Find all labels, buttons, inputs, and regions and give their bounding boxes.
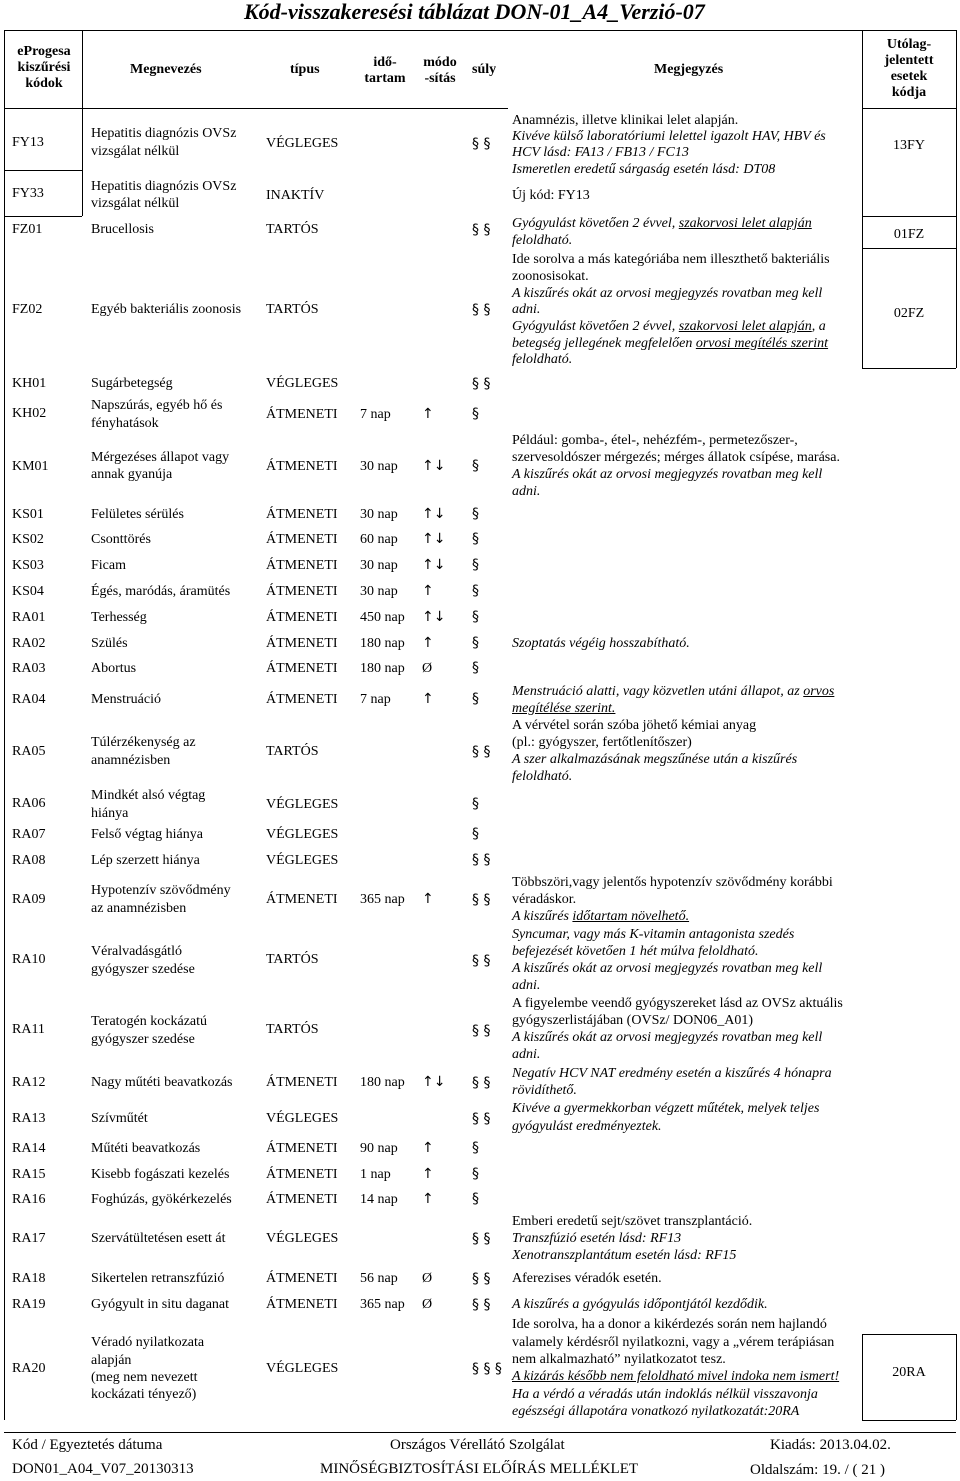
row-type: ÁTMENETI <box>266 1192 338 1207</box>
note-fz02: adni. <box>512 302 541 317</box>
footer-doc-type: MINŐSÉGBIZTOSÍTÁSI ELŐÍRÁS MELLÉKLET <box>320 1461 639 1477</box>
row-type: TARTÓS <box>266 952 319 967</box>
row-code: RA01 <box>12 610 46 625</box>
footer-organization: Országos Vérellátó Szolgálat <box>390 1437 565 1453</box>
row-duration: 30 nap <box>360 558 398 573</box>
row-name: Egyéb bakteriális zoonosis <box>91 302 242 317</box>
row-type: ÁTMENETI <box>266 407 338 422</box>
up-down-arrow-icon: ↑↓ <box>422 458 446 474</box>
weight-mark: § <box>472 609 479 625</box>
row-name: hiánya <box>91 806 129 821</box>
row-name: Sugárbetegség <box>91 376 173 391</box>
row-name: az anamnézisben <box>91 901 187 916</box>
weight-mark: § § <box>472 953 491 969</box>
note-fz02: feloldható. <box>512 352 573 367</box>
row-name: Hypotenzív szövődmény <box>91 883 231 898</box>
weight-mark: § § <box>472 744 491 760</box>
row-code: RA08 <box>12 853 46 868</box>
note-ra10: befejezését követően 1 hét múlva feloldható. <box>512 944 759 959</box>
row-name: Műtéti beavatkozás <box>91 1141 201 1156</box>
note-fy33: Új kód: FY13 <box>512 188 590 203</box>
row-name: Véralvadásgátló <box>91 944 182 959</box>
row-type: ÁTMENETI <box>266 507 338 522</box>
up-arrow-icon: ↑ <box>422 891 434 907</box>
footer-code-value: DON01_A04_V07_20130313 <box>12 1461 194 1477</box>
row-code: RA09 <box>12 892 46 907</box>
header-weight-col: súly <box>472 62 497 77</box>
row-code: KS01 <box>12 507 44 522</box>
row-type: ÁTMENETI <box>266 1297 338 1312</box>
note-fz01: Gyógyulást követően 2 évvel, szakorvosi lelet alapján <box>512 216 812 231</box>
row-name: Menstruáció <box>91 692 161 707</box>
row-code: RA14 <box>12 1141 46 1156</box>
weight-mark: § § <box>472 136 491 152</box>
row-name: Napszúrás, egyéb hő és <box>91 398 223 413</box>
row-name: Abortus <box>91 661 137 676</box>
row-code: RA15 <box>12 1167 46 1182</box>
row-type: VÉGLEGES <box>266 1361 339 1376</box>
note-fz01: feloldható. <box>512 233 573 248</box>
note-ra17: Xenotranszplantátum esetén lásd: RF15 <box>512 1248 737 1263</box>
weight-mark: § <box>472 583 479 599</box>
row-type: VÉGLEGES <box>266 376 339 391</box>
note-fy13: Anamnézis, illetve klinikai lelet alapján. <box>512 113 739 128</box>
row-duration: 30 nap <box>360 584 398 599</box>
row-type: ÁTMENETI <box>266 661 338 676</box>
row-duration: 30 nap <box>360 507 398 522</box>
no-mode-mark: Ø <box>422 661 433 676</box>
row-code: KS04 <box>12 584 44 599</box>
weight-mark: § § <box>472 852 491 868</box>
note-fy13: Kivéve külső laboratóriumi lelettel igazolt HAV, HBV és <box>512 129 826 144</box>
note-ra11: A figyelembe veendő gyógyszereket lásd az OVSz aktuális <box>512 996 843 1011</box>
row-duration: 1 nap <box>360 1167 391 1182</box>
note-ra09: A kiszűrés időtartam növelhető. <box>512 909 690 924</box>
weight-mark: § <box>472 691 479 707</box>
note-ra02: Szoptatás végéig hosszabítható. <box>512 636 690 651</box>
row-name: Ficam <box>91 558 126 573</box>
no-mode-mark: Ø <box>422 1271 433 1286</box>
up-arrow-icon: ↑ <box>422 583 434 599</box>
note-fz02: Ide sorolva a más kategóriába nem illeszthető bakteriális <box>512 252 830 267</box>
row-name: fényhatások <box>91 416 159 431</box>
note-ra20: nem alkalmazható” nyilatkozatot tesz. <box>512 1352 726 1367</box>
row-name: annak gyanúja <box>91 467 173 482</box>
row-name: alapján <box>91 1353 132 1368</box>
row-code: KM01 <box>12 459 49 474</box>
note-ra04: megítélése szerint. <box>512 701 616 716</box>
row-duration: 30 nap <box>360 459 398 474</box>
weight-mark: § <box>472 660 479 676</box>
row-name: Felületes sérülés <box>91 507 184 522</box>
header-mode-col: módo -sítás <box>423 55 457 86</box>
note-ra18: Aferezises véradók esetén. <box>512 1271 662 1286</box>
row-name: Szívműtét <box>91 1111 148 1126</box>
weight-mark: § § <box>472 1111 491 1127</box>
note-ra10: Syncumar, vagy más K-vitamin antagonista szedés <box>512 927 795 942</box>
weight-mark: § <box>472 458 479 474</box>
weight-mark: § <box>472 796 479 812</box>
weight-mark: § § <box>472 1271 491 1287</box>
row-type: ÁTMENETI <box>266 692 338 707</box>
row-code: RA11 <box>12 1022 45 1037</box>
weight-mark: § <box>472 1191 479 1207</box>
row-code: RA07 <box>12 827 46 842</box>
row-name: Brucellosis <box>91 222 154 237</box>
header-notes-col: Megjegyzés <box>654 62 724 77</box>
header-code-col: eProgesa kiszűrési kódok <box>17 44 71 91</box>
weight-mark: § § § <box>472 1361 502 1377</box>
note-km01: szervesoldószer mérgezés; mérges állatok csípése, marása. <box>512 450 840 465</box>
row-name: vizsgálat nélkül <box>91 196 180 211</box>
note-fz02: betegség jellegének megfelelően orvosi megítélés szerint <box>512 336 829 351</box>
row-name: Szervátültetésen esett át <box>91 1231 226 1246</box>
weight-mark: § § <box>472 222 491 238</box>
note-ra13: Kivéve a gyermekkorban végzett műtétek, melyek teljes <box>512 1101 820 1116</box>
note-ra05: A szer alkalmazásának megszűnése után a kiszűrés <box>512 752 798 767</box>
row-duration: 365 nap <box>360 1297 405 1312</box>
weight-mark: § <box>472 557 479 573</box>
row-name: Lép szerzett hiánya <box>91 853 200 868</box>
note-fy13: HCV lásd: FA13 / FB13 / FC13 <box>512 145 689 160</box>
row-duration: 7 nap <box>360 407 391 422</box>
row-code: RA12 <box>12 1075 46 1090</box>
weight-mark: § <box>472 1166 479 1182</box>
row-type: VÉGLEGES <box>266 853 339 868</box>
row-name: Felső végtag hiánya <box>91 827 203 842</box>
note-ra10: A kiszűrés okát az orvosi megjegyzés rovatban meg kell <box>512 961 823 976</box>
row-code: RA17 <box>12 1231 46 1246</box>
row-name: Terhesség <box>91 610 147 625</box>
row-type: ÁTMENETI <box>266 636 338 651</box>
note-fz02: A kiszűrés okát az orvosi megjegyzés rovatban meg kell <box>512 286 823 301</box>
up-arrow-icon: ↑ <box>422 1166 434 1182</box>
row-type: INAKTÍV <box>266 188 325 203</box>
row-type: VÉGLEGES <box>266 797 339 812</box>
header-bottom-rule <box>4 108 508 109</box>
up-arrow-icon: ↑ <box>422 1140 434 1156</box>
row-name: Túlérzékenység az <box>91 735 196 750</box>
weight-mark: § § <box>472 1231 491 1247</box>
row-name: Hepatitis diagnózis OVSz <box>91 126 237 141</box>
row-code: RA18 <box>12 1271 46 1286</box>
note-ra13: gyógyulást eredményeztek. <box>512 1119 662 1134</box>
row-duration: 180 nap <box>360 1075 405 1090</box>
note-ra10: adni. <box>512 978 541 993</box>
footer-code-label: Kód / Egyeztetés dátuma <box>12 1437 163 1453</box>
row-type: TARTÓS <box>266 302 319 317</box>
row-name: Mérgezéses állapot vagy <box>91 450 230 465</box>
row-name: Égés, maródás, áramütés <box>91 584 231 599</box>
row-name: kockázati tényező) <box>91 1387 197 1402</box>
footer-page-number: Oldalszám: 19. / ( 21 ) <box>750 1462 885 1478</box>
header-bottom-rule-right <box>862 108 956 109</box>
note-ra05: feloldható. <box>512 769 573 784</box>
row-code: KS02 <box>12 532 44 547</box>
row-type: ÁTMENETI <box>266 532 338 547</box>
row-duration: 7 nap <box>360 692 391 707</box>
row-type: TARTÓS <box>266 744 319 759</box>
note-fz02: Gyógyulást követően 2 évvel, szakorvosi lelet alapján, a <box>512 319 826 334</box>
note-ra11: adni. <box>512 1047 541 1062</box>
weight-mark: § <box>472 826 479 842</box>
row-duration: 60 nap <box>360 532 398 547</box>
weight-mark: § § <box>472 1297 491 1313</box>
row-type: ÁTMENETI <box>266 459 338 474</box>
row-type: VÉGLEGES <box>266 1231 339 1246</box>
no-mode-mark: Ø <box>422 1297 433 1312</box>
row-name: Szülés <box>91 636 128 651</box>
row-type: VÉGLEGES <box>266 827 339 842</box>
weight-mark: § § <box>472 302 491 318</box>
followup-code-fz01: 01FZ <box>893 227 925 242</box>
note-ra05: A vérvétel során szóba jöhető kémiai anyag <box>512 718 757 733</box>
note-ra20: Ide sorolva, ha a donor a kikérdezés során nem hajlandó <box>512 1317 827 1332</box>
note-ra20: A kizárás később nem feloldható mivel indoka nem ismert! <box>512 1369 840 1384</box>
weight-mark: § § <box>472 1023 491 1039</box>
row-duration: 180 nap <box>360 661 405 676</box>
row-code: KS03 <box>12 558 44 573</box>
row-name: Gyógyult in situ daganat <box>91 1297 230 1312</box>
up-down-arrow-icon: ↑↓ <box>422 531 446 547</box>
followup-code-ra20: 20RA <box>892 1365 926 1380</box>
header-type-col: típus <box>290 62 320 77</box>
note-ra11: gyógyszerlistájában (OVSz/ DON06_A01) <box>512 1013 754 1028</box>
row-code: FZ02 <box>12 302 43 317</box>
note-ra12: rövidíthető. <box>512 1083 577 1098</box>
row-type: TARTÓS <box>266 1022 319 1037</box>
row-code: RA16 <box>12 1192 46 1207</box>
row-duration: 90 nap <box>360 1141 398 1156</box>
row-duration: 450 nap <box>360 610 405 625</box>
note-ra04: Menstruáció alatti, vagy közvetlen utáni állapot, az orvos <box>512 684 835 699</box>
row-code: RA20 <box>12 1361 46 1376</box>
row-code: RA06 <box>12 796 46 811</box>
row-code: KH01 <box>12 376 47 391</box>
row-name: Teratogén kockázatú <box>91 1014 208 1029</box>
note-ra05: (pl.: gyógyszer, fertőtlenítőszer) <box>512 735 692 750</box>
note-ra09: véradáskor. <box>512 892 577 907</box>
row-type: ÁTMENETI <box>266 610 338 625</box>
note-ra20: egészségi állapotára vonatkozó nyilatkozatát:20RA <box>512 1404 800 1419</box>
note-km01: adni. <box>512 484 541 499</box>
row-type: ÁTMENETI <box>266 1167 338 1182</box>
followup-code-fz02: 02FZ <box>893 306 925 321</box>
row-name: anamnézisben <box>91 753 171 768</box>
row-code: FZ01 <box>12 222 43 237</box>
weight-mark: § <box>472 531 479 547</box>
row-duration: 180 nap <box>360 636 405 651</box>
header-duration-col: idő- tartam <box>364 55 406 86</box>
row-code: RA02 <box>12 636 46 651</box>
note-ra20: Ha a vérdó a véradás után indoklás nélkül visszavonja <box>512 1387 818 1402</box>
weight-mark: § § <box>472 892 491 908</box>
row-type: VÉGLEGES <box>266 136 339 151</box>
row-code: KH02 <box>12 406 47 421</box>
row-code: FY33 <box>12 186 44 201</box>
up-down-arrow-icon: ↑↓ <box>422 557 446 573</box>
row-code: RA03 <box>12 661 46 676</box>
row-name: Kisebb fogászati kezelés <box>91 1167 230 1182</box>
up-arrow-icon: ↑ <box>422 691 434 707</box>
note-km01: Például: gomba-, étel-, nehézfém-, permetezőszer-, <box>512 433 798 448</box>
up-down-arrow-icon: ↑↓ <box>422 609 446 625</box>
row-type: ÁTMENETI <box>266 584 338 599</box>
weight-mark: § <box>472 506 479 522</box>
footer-rule <box>4 1432 956 1433</box>
row-type: ÁTMENETI <box>266 1141 338 1156</box>
row-name: Csonttörés <box>91 532 151 547</box>
row-duration: 56 nap <box>360 1271 398 1286</box>
row-name: Nagy műtéti beavatkozás <box>91 1075 233 1090</box>
note-ra17: Emberi eredetű sejt/szövet transzplantáció. <box>512 1214 753 1229</box>
row-type: TARTÓS <box>266 222 319 237</box>
note-km01: A kiszűrés okát az orvosi megjegyzés rovatban meg kell <box>512 467 823 482</box>
row-type: ÁTMENETI <box>266 558 338 573</box>
row-code: RA05 <box>12 744 46 759</box>
weight-mark: § § <box>472 376 491 392</box>
row-duration: 365 nap <box>360 892 405 907</box>
row-type: ÁTMENETI <box>266 1271 338 1286</box>
row-code: RA04 <box>12 692 46 707</box>
header-followup-col: Utólag- jelentett esetek kódja <box>884 37 934 100</box>
row-name: vizsgálat nélkül <box>91 144 180 159</box>
row-code: FY13 <box>12 135 44 150</box>
document-title: Kód-visszakeresési táblázat DON-01_A4_Verzió-07 <box>244 0 705 24</box>
note-ra19: A kiszűrés a gyógyulás időpontjától kezdődik. <box>512 1297 768 1312</box>
row-name: Véradó nyilatkozata <box>91 1335 205 1350</box>
note-ra12: Negatív HCV NAT eredmény esetén a kiszűrés 4 hónapra <box>512 1066 832 1081</box>
note-fy13: Ismeretlen eredetű sárgaság esetén lásd: DT08 <box>512 162 776 177</box>
header-top-rule <box>4 30 956 31</box>
note-ra09: Többszöri,vagy jelentős hypotenzív szövődmény korábbi <box>512 875 833 890</box>
row-type: ÁTMENETI <box>266 892 338 907</box>
row-code: RA13 <box>12 1111 46 1126</box>
weight-mark: § <box>472 1140 479 1156</box>
note-fz02: zoonosisokat. <box>512 269 589 284</box>
row-name: Mindkét alsó végtag <box>91 788 206 803</box>
row-name: gyógyszer szedése <box>91 1032 195 1047</box>
row-duration: 14 nap <box>360 1192 398 1207</box>
note-ra20: valamely kérdésről nyilatkozni, vagy a „vérem terápiásan <box>512 1335 835 1350</box>
row-name: gyógyszer szedése <box>91 962 195 977</box>
row-type: VÉGLEGES <box>266 1111 339 1126</box>
weight-mark: § <box>472 406 479 422</box>
up-arrow-icon: ↑ <box>422 1191 434 1207</box>
weight-mark: § § <box>472 1075 491 1091</box>
row-name: Hepatitis diagnózis OVSz <box>91 179 237 194</box>
header-name-col: Megnevezés <box>130 62 202 77</box>
row-name: Foghúzás, gyökérkezelés <box>91 1192 232 1207</box>
weight-mark: § <box>472 635 479 651</box>
followup-code-fy13: 13FY <box>893 138 925 153</box>
row-code: RA19 <box>12 1297 46 1312</box>
note-ra17: Transzfúzió esetén lásd: RF13 <box>512 1231 682 1246</box>
footer-issue-date: Kiadás: 2013.04.02. <box>770 1437 891 1453</box>
up-down-arrow-icon: ↑↓ <box>422 1074 446 1090</box>
up-arrow-icon: ↑ <box>422 635 434 651</box>
row-name: Sikertelen retranszfúzió <box>91 1271 225 1286</box>
row-type: ÁTMENETI <box>266 1075 338 1090</box>
row-name: (meg nem nevezett <box>91 1370 198 1385</box>
up-arrow-icon: ↑ <box>422 406 434 422</box>
up-down-arrow-icon: ↑↓ <box>422 506 446 522</box>
note-ra11: A kiszűrés okát az orvosi megjegyzés rovatban meg kell <box>512 1030 823 1045</box>
row-code: RA10 <box>12 952 46 967</box>
